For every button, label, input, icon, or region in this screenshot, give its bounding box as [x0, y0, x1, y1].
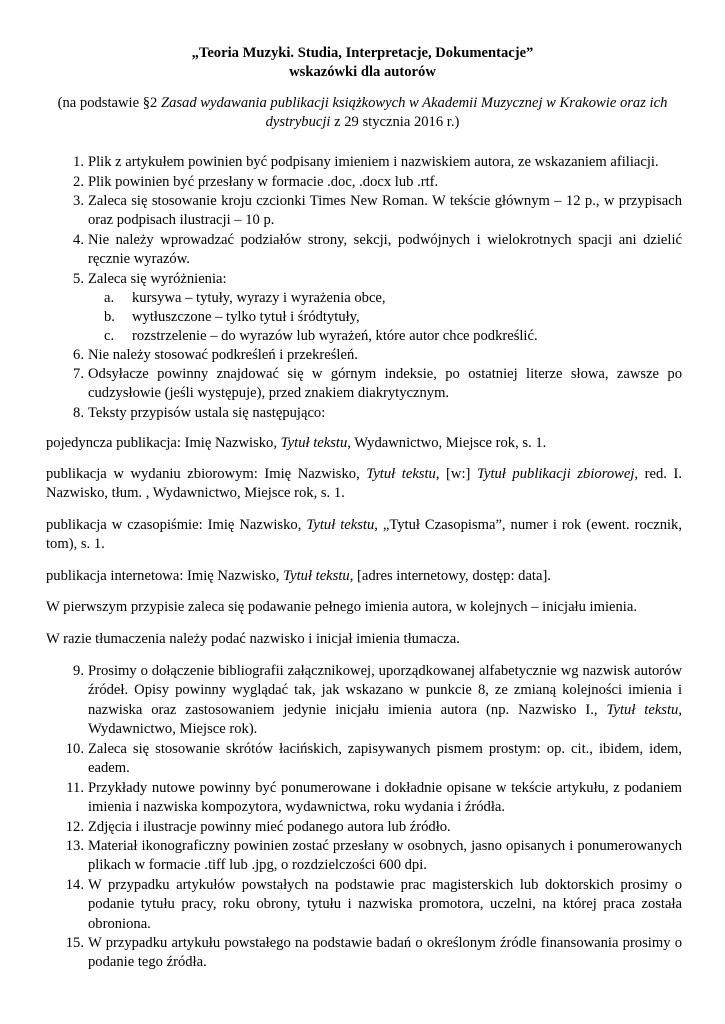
list-item-text: Zaleca się stosowanie skrótów łacińskich, zapisywanych pismem prostym: op. cit., ibidem, idem, eadem. [88, 741, 682, 777]
list-item-number: 14. [65, 877, 84, 893]
footnote-collective-publication [46, 465, 682, 504]
list-item-11 [52, 779, 682, 818]
title-line-1: „Teoria Muzyki. Studia, Interpretacje, Dokumentacje” [191, 45, 534, 61]
list-item-text: Zaleca się stosowanie kroju czcionki Times New Roman. W tekście głównym – 12 p., w przypisach oraz podpisach ilustracji – 10 p. [88, 193, 682, 229]
list-item-15 [52, 934, 682, 973]
list-item-number: 13. [65, 838, 84, 854]
footnote-text: , [adres internetowy, dostęp: data]. [349, 568, 551, 584]
footnote-text: , Wydawnictwo, Miejsce rok, s. 1. [347, 435, 547, 451]
list-item-text: Zdjęcia i ilustracje powinny mieć podanego autora lub źródło. [88, 819, 451, 835]
footnote-text: publikacja w wydaniu zbiorowym: Imię Nazwisko, [46, 466, 367, 482]
list-item-text-part: Prosimy o dołączenie bibliografii załącznikowej, uporządkowanej alfabetycznie wg nazwisk autorów źródeł. Opisy powinny wyglądać tak, jak wskazano w punkcie 8, ze zmianą kolejności imienia i nazwiska oraz zastosowaniem jedynie inicjału imienia autora (np. Nazwisko I., [88, 663, 682, 718]
sub-item-b [104, 308, 664, 327]
subtitle-pre: (na podstawie §2 [57, 95, 161, 111]
list-item-number: 12. [65, 819, 84, 835]
list-item-text-part: , Wydawnictwo, Miejsce rok). [88, 701, 682, 738]
sub-item-c [104, 327, 664, 346]
footnote-journal-publication [46, 516, 682, 555]
list-item-number: 5. [73, 271, 84, 287]
list-item-7 [52, 365, 682, 404]
list-item-12 [52, 818, 682, 837]
list-item-number: 15. [65, 935, 84, 951]
sub-item-text: kursywa – tytuły, wyrazy i wyrażenia obce, [132, 290, 386, 306]
list-item-number: 10. [65, 741, 84, 757]
footnote-text: publikacja w czasopiśmie: Imię Nazwisko, [46, 517, 307, 533]
list-item-number: 1. [73, 154, 84, 170]
list-item-text: Nie należy stosować podkreśleń i przekreśleń. [88, 347, 358, 363]
list-item-number: 4. [73, 232, 84, 248]
subtitle-post: z 29 stycznia 2016 r.) [330, 114, 460, 131]
list-item-number: 8. [73, 405, 84, 421]
list-item-text: Nie należy wprowadzać podziałów strony, sekcji, podwójnych i wielokrotnych spacji ani dzielić ręcznie wyrazów. [88, 232, 682, 268]
sub-item-letter: a. [104, 290, 115, 306]
list-item-5 [52, 270, 682, 289]
footnote-text: publikacja internetowa: Imię Nazwisko, [46, 568, 284, 584]
subtitle-italic: Zasad wydawania publikacji książkowych w Akademii Muzycznej w Krakowie oraz ich dystrybucji [160, 95, 668, 131]
document-subtitle [50, 94, 675, 133]
footnote-italic: Tytuł tekstu [283, 568, 350, 584]
list-item-text: Plik z artykułem powinien być podpisany imieniem i nazwiskiem autora, ze wskazaniem afiliacji. [88, 154, 659, 170]
footnote-single-publication [46, 434, 682, 453]
list-item-1 [52, 153, 682, 172]
document-title [0, 44, 725, 83]
footnote-text: , red. I. Nazwisko, tłum. , Wydawnictwo, Miejsce rok, s. 1. [46, 466, 682, 502]
footnote-italic: Tytuł tekstu [366, 466, 436, 482]
translation-rule: W razie tłumaczenia należy podać nazwisko i inicjał imienia tłumacza. [46, 631, 460, 647]
list-item-text: Plik powinien być przesłany w formacie .doc, .docx lub .rtf. [88, 174, 439, 190]
list-item-number: 7. [73, 366, 84, 382]
list-item-text: W przypadku artykułów powstałych na podstawie prac magisterskich lub doktorskich prosimy o podanie tytułu pracy, roku obrony, tytułu i nazwiska promotora, uczelni, na której praca została obroniona. [88, 877, 682, 932]
list-item-number: 2. [73, 174, 84, 190]
list-item-14 [52, 876, 682, 934]
list-item-number: 6. [73, 347, 84, 363]
list-item-text: Przykłady nutowe powinny być ponumerowane i dokładnie opisane w tekście artykułu, z podaniem imienia i nazwiska kompozytora, wydawnictwa, roku wydania i źródła. [88, 780, 682, 816]
list-item-number: 9. [73, 663, 84, 679]
sub-item-text: wytłuszczone – tylko tytuł i śródtytuły, [132, 309, 360, 325]
list-item-10 [52, 740, 682, 779]
list-item-text: Teksty przypisów ustala się następująco: [88, 405, 326, 421]
sub-item-a [104, 289, 664, 308]
sub-item-letter: c. [104, 328, 115, 344]
first-footnote-rule: W pierwszym przypisie zaleca się podawanie pełnego imienia autora, w kolejnych – inicjału imienia. [46, 599, 637, 615]
footnote-italic: Tytuł tekstu [280, 435, 348, 451]
list-item-13 [52, 837, 682, 876]
list-item-6 [52, 346, 682, 365]
list-item-text: Zaleca się wyróżnienia: [88, 271, 227, 287]
footnote-italic: Tytuł tekstu [306, 517, 375, 533]
list-item-text: W przypadku artykułu powstałego na podstawie badań o określonym źródle finansowania prosimy o podanie tego źródła. [88, 935, 682, 971]
list-item-text: Odsyłacze powinny znajdować się w górnym indeksie, po ostatniej literze słowa, zawsze po cudzysłowie (jeśli występuje), przed znakiem diakrytycznym. [88, 366, 682, 402]
footnote-italic: Tytuł publikacji zbiorowej [476, 466, 635, 482]
list-item-8 [52, 404, 682, 423]
footnote-text: pojedyncza publikacja: Imię Nazwisko, [46, 435, 281, 451]
footnote-internet-publication [46, 567, 682, 586]
list-item-2 [52, 173, 682, 192]
title-line-2: wskazówki dla autorów [289, 64, 436, 81]
list-item-9 [52, 662, 682, 740]
footnote-text: , [w:] [435, 466, 477, 482]
footnote-text: , „Tytuł Czasopisma”, numer i rok (ewent. rocznik, tom), s. 1. [46, 517, 683, 553]
list-item-number: 11. [66, 780, 84, 796]
list-item-italic: Tytuł tekstu [606, 701, 679, 718]
list-item-4 [52, 231, 682, 270]
list-item-number: 3. [73, 193, 84, 209]
list-item-text: Materiał ikonograficzny powinien zostać przesłany w osobnych, jasno opisanych i ponumerowanych plikach w formacie .tiff lub .jpg, o rozdzielczości 600 dpi. [88, 838, 682, 874]
sub-item-letter: b. [104, 309, 115, 325]
sub-item-text: rozstrzelenie – do wyrazów lub wyrażeń, które autor chce podkreślić. [132, 328, 538, 344]
list-item-text [88, 662, 682, 740]
list-item-3 [52, 192, 682, 231]
